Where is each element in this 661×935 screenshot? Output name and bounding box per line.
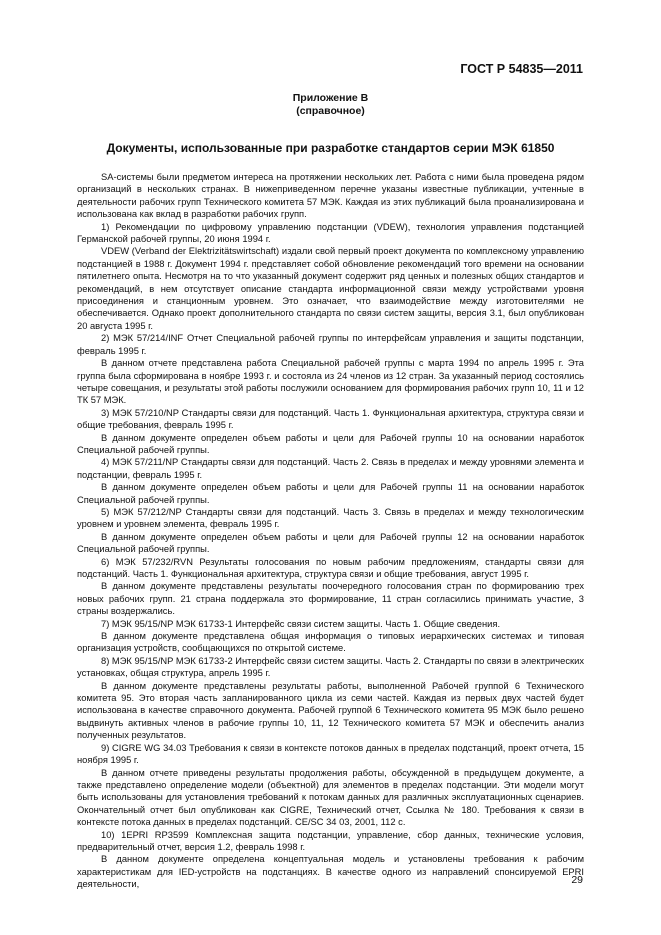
paragraph: 5) МЭК 57/212/NP Стандарты связи для подстанций. Часть 3. Связь в пределах и между технологическим уровнем и уровнем элемента, февраль 1995 г.: [77, 506, 584, 530]
paragraph: 10) 1EPRI RP3599 Комплексная защита подстанции, управление, сбор данных, технические условия, предварительный отчет, версия 1.2, февраль 1998 г.: [77, 829, 584, 852]
paragraph: В данном документе определена концептуальная модель и установлены требования к рабочим характеристикам для IED-устройств на подстанциях. В качестве одного из направлений спонсируемой EPRI деятельности,: [77, 854, 584, 890]
paragraph: 7) МЭК 95/15/NP МЭК 61733-1 Интерфейс связи систем защиты. Часть 1. Общие сведения.: [101, 618, 501, 629]
document-standard-code: ГОСТ Р 54835—2011: [460, 62, 583, 76]
paragraph: 6) МЭК 57/232/RVN Результаты голосования по новым рабочим предложениям, стандарты связи для подстанций. Часть 1. Функциональная архитектура, структура связи и общие требования, август 1995 г.: [77, 556, 584, 579]
paragraph: В данном документе представлена общая информация о типовых иерархических системах и типовая организация устройств, сообщающихся по открытой системе.: [77, 631, 584, 654]
paragraph: VDEW (Verband der Elektrizitätswirtschaft) издали свой первый проект документа по комплексному управлению подстанцией в 1988 г. Документ 1994 г. представляет собой обновление рекомендаций того времени на основании пятилетнего опыта. Несмотря на то что указанный документ содержит ряд ценных и полезных общих стандартов и рекомендаций, в нем отсутствует описание стандарта информационной связи между устройствами уровня присоединения и станционным уровнем. Это означает, что взаимодействие между изготовителями не обеспечивается. Однако проект дополнительного стандарта по связи систем защиты, версия 3.1, был опубликован 20 августа 1995 г.: [77, 246, 584, 331]
paragraph: В данном документе определен объем работы и цели для Рабочей группы 12 на основании наработок Специальной рабочей группы.: [77, 531, 584, 555]
annex-heading: [0, 92, 661, 118]
page-number: 29: [571, 874, 583, 886]
annex-note: (справочное): [296, 105, 365, 117]
paragraph: 4) МЭК 57/211/NP Стандарты связи для подстанций. Часть 2. Связь в пределах и между уровнями элемента и подстанции, февраль 1995 г.: [77, 457, 584, 480]
paragraph: В данном документе определен объем работы и цели для Рабочей группы 10 на основании наработок Специальной рабочей группы.: [77, 432, 584, 455]
paragraph: 9) CIGRE WG 34.03 Требования к связи в контексте потоков данных в пределах подстанций, проект отчета, 15 ноября 1995 г.: [77, 742, 584, 766]
paragraph: SA-системы были предметом интереса на протяжении нескольких лет. Работа с ними была проведена рядом организаций в нескольких странах. В нижеприведенном перечне указаны известные публикации, учтенные в деятельности рабочих групп Технического комитета 57 МЭК. Каждая из этих публикаций была проанализирована и использована как вклад в разработки рабочих групп.: [77, 172, 584, 220]
paragraph: В данном документе представлены результаты работы, выполненной Рабочей группой 6 Технического комитета 95. Это вторая часть запланированного цикла из семи частей. Каждая из первых двух частей будет использована в качестве справочного документа. Рабочей группой 6 Технического комитета 95 МЭК было решено выдвинуть активных членов в рабочие группы 10, 11, 12 Технического комитета 57 МЭК и обеспечить анализ полученных результатов.: [77, 680, 584, 741]
paragraph: В данном документе представлены результаты поочередного голосования стран по формированию трех новых рабочих групп. 21 страна поддержала это формирование, 11 стран согласились принимать участие, 3 страны воздержались.: [77, 581, 584, 617]
paragraph: 8) МЭК 95/15/NP МЭК 61733-2 Интерфейс связи систем защиты. Часть 2. Стандарты по связи в электрических установках, общая структура, апрель 1995 г.: [77, 655, 584, 679]
section-title: Документы, использованные при разработке стандартов серии МЭК 61850: [106, 141, 555, 155]
paragraph: 3) МЭК 57/210/NP Стандарты связи для подстанций. Часть 1. Функциональная архитектура, структура связи и общие требования, февраль 1995 г.: [77, 407, 584, 431]
paragraph: В данном документе определен объем работы и цели для Рабочей группы 11 на основании наработок Специальной рабочей группы.: [77, 482, 584, 505]
body-text: [77, 171, 584, 891]
paragraph: 1) Рекомендации по цифровому управлению подстанции (VDEW), технология управления подстанцией Германской рабочей группы, 20 июня 1994 г.: [77, 221, 584, 245]
paragraph: В данном отчете представлена работа Специальной рабочей группы с марта 1994 по апрель 1995 г. Эта группа была сформирована в ноябре 1993 г. и состояла из 24 членов из 12 стран. За указанный период состоялись четыре совещания, и результаты этой работы послужили основанием для формирования рабочих групп 10, 11 и 12 ТК 57 МЭК.: [77, 358, 584, 406]
annex-title: Приложение В: [292, 92, 369, 104]
paragraph: 2) МЭК 57/214/INF Отчет Специальной рабочей группы по интерфейсам управления и защиты подстанции, февраль 1995 г.: [77, 333, 584, 356]
paragraph: В данном отчете приведены результаты продолжения работы, обсужденной в предыдущем документе, а также представлено определение модели (объектной) для элементов в пределах подстанции. Эти модели могут быть использованы для установления требований к потокам данных для различных эксплуатационных сценариев. Окончательный отчет был опубликован как CIGRE, Технический отчет, Ссылка № 180. Требования к связи в контексте потока данных в пределах подстанций. CE/SC 34 03, 2001, 112 с.: [77, 767, 584, 828]
